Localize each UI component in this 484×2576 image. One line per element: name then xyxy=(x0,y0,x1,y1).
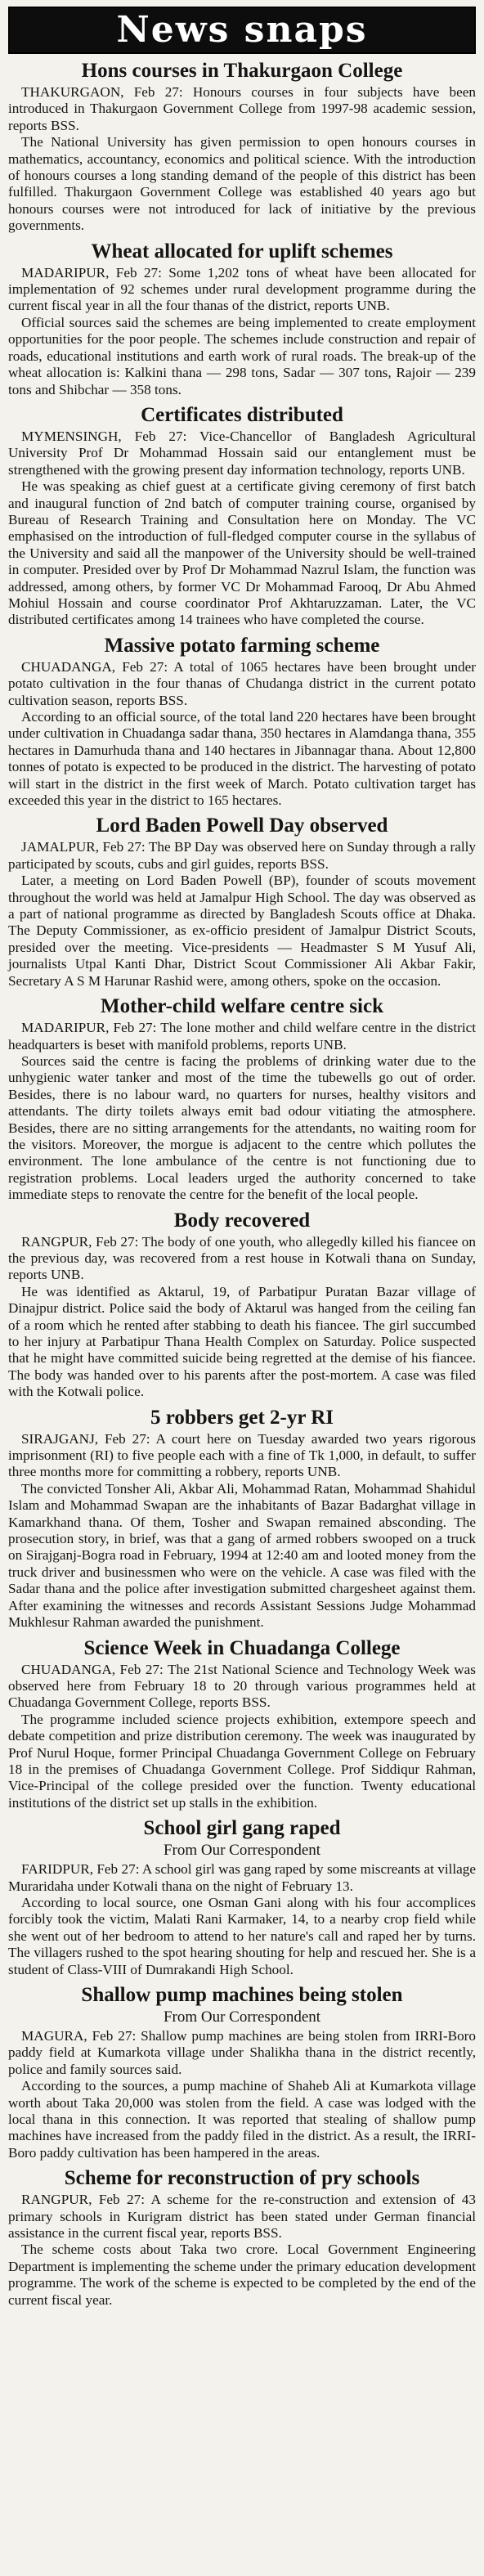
news-article xyxy=(8,403,476,629)
article-body xyxy=(8,265,476,398)
news-article xyxy=(8,59,476,235)
article-paragraph: According to the sources, a pump machine of Shaheb Ali at Kumarkota village worth about Taka 20,000 was stolen from the field. A case was lodged with the local thana in this connection. It was reported that stealing of shallow pump machines have increased from the paddy filed in the district. As a result, the IRRI-Boro paddy cultivation has been hampered in the areas. xyxy=(8,2078,476,2161)
article-paragraph: THAKURGAON, Feb 27: Honours courses in four subjects have been introduced in Thakurgaon Government College from 1997-98 academic session, reports BSS. xyxy=(8,84,476,133)
article-paragraph: The National University has given permission to open honours courses in mathematics, accountancy, economics and political science. With the introduction of honours courses a long standing demand of the people of this district has been fulfilled. Thakurgaon Government College was established 40 years ago but honours courses were not introduced for lack of initiative by the previous governments. xyxy=(8,134,476,234)
article-paragraph: MADARIPUR, Feb 27: Some 1,202 tons of wheat have been allocated for implementation of 92 schemes under rural development programme during the current fiscal year in all the four thanas of the district, reports UNB. xyxy=(8,264,476,314)
article-body xyxy=(8,1861,476,1978)
article-headline: Science Week in Chuadanga College xyxy=(83,1636,401,1659)
article-paragraph: Official sources said the schemes are being implemented to create employment opportunities for the poor people. The schemes include construction and repair of roads, educational institutions and earth work of rural roads. The break-up of the wheat allocation is: Kalkini thana — 298 tons, Sadar — 307 tons, Rajoir — 239 tons and Shibchar — 358 tons. xyxy=(8,314,476,397)
article-paragraph: He was speaking as chief guest at a certificate giving ceremony of first batch and inaugural function of 2nd batch of computer training course, organised by Bureau of Research Training and Consultation here on Monday. The VC emphasised on the introduction of full-fledged computer course in the syllabus of the University and said all the manpower of the University should be well-trained in computer. Presided over by Prof Dr Mohammad Nazrul Islam, the function was addressed, among others, by former VC Dr Mohammad Farooq, Dr Abu Ahmed Mohiul Hossain and course coordinator Prof Akhtaruzzaman. Later, the VC distributed certificates among 14 trainees who have completed the course. xyxy=(8,478,476,628)
article-headline: School girl gang raped xyxy=(143,1817,341,1840)
news-article xyxy=(8,634,476,810)
news-article xyxy=(8,1636,476,1812)
article-body xyxy=(8,84,476,235)
article-body xyxy=(8,659,476,810)
article-paragraph: According to local source, one Osman Gani along with his four accomplices forcibly took the victim, Malati Rani Karmaker, 14, to a nearby crop field while she went out of her bedroom to attend to her nature's call and raped her by turns. The villagers rushed to the spot hearing shouting for help and rescued her. She is a student of Class-VIII of Dumrakandi High School. xyxy=(8,1894,476,1977)
article-headline: 5 robbers get 2-yr RI xyxy=(150,1406,334,1429)
news-article xyxy=(8,1983,476,2161)
article-paragraph: MYMENSINGH, Feb 27: Vice-Chancellor of Bangladesh Agricultural University Prof Dr Mohammad Hossain said our entanglement must be strengthened with the growing present day information technology, reports UNB. xyxy=(8,428,476,478)
article-paragraph: MAGURA, Feb 27: Shallow pump machines are being stolen from IRRI-Boro paddy field at Kumarkota village under Shalikha thana in the district recently, police and family sources said. xyxy=(8,2028,476,2077)
article-paragraph: RANGPUR, Feb 27: A scheme for the re-construction and extension of 43 primary schools in Kurigram district has been stated under German financial assistance in the current fiscal year, reports BSS. xyxy=(8,2192,476,2242)
article-paragraph: Later, a meeting on Lord Baden Powell (BP), founder of scouts movement throughout the world was held at Jamalpur High School. The day was observed as a part of national programme as directed by Bangladesh Scouts office at Dhaka. The Deputy Commissioner, as ex-officio president of Jamalpur District Scouts, presided over the meeting. Vice-presidents — Headmaster S M Yusuf Ali, journalists Utpal Kanti Dhar, District Scout Commissioner Ali Akbar Fakir, Secretary A S M Harunar Rashid were, among others, spoke on the occasion. xyxy=(8,873,476,989)
articles-column xyxy=(8,59,476,2309)
news-article xyxy=(8,814,476,990)
article-paragraph: FARIDPUR, Feb 27: A school girl was gang raped by some miscreants at village Muraridaha under Kotwali thana on the night of February 13. xyxy=(8,1861,476,1894)
article-paragraph: The programme included science projects exhibition, extempore speech and debate competition and prize distribution ceremony. The week was inaugurated by Prof Nurul Hoque, former Principal Chuadanga Government College on February 18 in the premises of Chuadanga Government College. Prof Siddiqur Rahman, Vice-Principal of the college presided over the function. Twenty educational institutions of the district set up stalls in the exhibition. xyxy=(8,1711,476,1811)
article-headline: Scheme for reconstruction of pry schools xyxy=(64,2167,420,2190)
article-headline: Wheat allocated for uplift schemes xyxy=(91,240,393,263)
article-paragraph: The convicted Tonsher Ali, Akbar Ali, Mohammad Ratan, Mohammad Shahidul Islam and Mohammad Swapan are the inhabitants of Bazar Badarghat village in Kamarkhand thana. Of them, Tosher and Swapan remained absconding. The prosecution story, in brief, was that a gang of armed robbers swooped on a truck on Sirajganj-Bogra road in February, 1994 at 12:40 am and looted money from the truck driver and businessmen who were on the vehicle. A case was filed with the Sadar thana and the police after investigation submitted chargesheet against them. After examining the witnesses and records Assistant Sessions Judge Mohammad Mukhlesur Rahman awarded the punishment. xyxy=(8,1480,476,1631)
article-paragraph: SIRAJGANJ, Feb 27: A court here on Tuesday awarded two years rigorous imprisonment (RI) to five people each with a fine of Tk 1,000, in default, to suffer three months more for committing a robbery, reports UNB. xyxy=(8,1430,476,1480)
article-paragraph: MADARIPUR, Feb 27: The lone mother and child welfare centre in the district headquarters is beset with manifold problems, reports UNB. xyxy=(8,1020,476,1052)
news-article xyxy=(8,994,476,1203)
article-paragraph: CHUADANGA, Feb 27: A total of 1065 hectares have been brought under potato cultivation in the four thanas of Chudanga district in the current potato cultivation season, reports BSS. xyxy=(8,658,476,708)
news-article xyxy=(8,1209,476,1401)
article-body xyxy=(8,2028,476,2161)
article-body xyxy=(8,1431,476,1631)
article-headline: Lord Baden Powell Day observed xyxy=(96,815,388,837)
article-body xyxy=(8,1662,476,1812)
article-headline: Massive potato farming scheme xyxy=(104,634,380,657)
article-headline: Body recovered xyxy=(173,1209,311,1232)
article-headline: Hons courses in Thakurgaon College xyxy=(81,60,403,82)
masthead xyxy=(8,7,476,54)
article-headline: Mother-child welfare centre sick xyxy=(101,995,383,1018)
news-article xyxy=(8,2166,476,2309)
article-headline: Certificates distributed xyxy=(141,403,343,426)
article-body xyxy=(8,1020,476,1203)
news-article xyxy=(8,1816,476,1978)
article-paragraph: He was identified as Aktarul, 19, of Parbatipur Puratan Bazar village of Dinajpur district. Police said the body of Aktarul was hanged from the ceiling fan of a room which he rented after stabbing to death his fiancee. The girl succumbed to her injury at Parbatipur Thana Health Complex on Saturday. Police suspected that he might have committed suicide being regretted at the demise of his fiancee. The body was handed over to his parents after the post-mortem. A case was filed with the Kotwali police. xyxy=(8,1283,476,1400)
article-paragraph: RANGPUR, Feb 27: The body of one youth, who allegedly killed his fiancee on the previous day, was recovered from a rest house in Kotwali thana on Sunday, reports UNB. xyxy=(8,1233,476,1283)
article-paragraph: According to an official source, of the total land 220 hectares have been brought under cultivation in Chuadanga sadar thana, 350 hectares in Alamdanga thana, 355 hectares in Damurhuda thana and 140 hectares in Jibannagar thana. About 12,800 tonnes of potato is expected to be produced in the district. The harvesting of potato will start in the district in the first week of March. Potato cultivation target has exceeded this year in the district to 165 hectares. xyxy=(8,709,476,809)
article-body xyxy=(8,2192,476,2309)
article-body xyxy=(8,839,476,990)
article-paragraph: CHUADANGA, Feb 27: The 21st National Science and Technology Week was observed here from February 18 to 20 through various programmes held at Chuadanga Government College, reports BSS. xyxy=(8,1661,476,1711)
article-byline: From Our Correspondent xyxy=(163,1842,321,1860)
article-byline: From Our Correspondent xyxy=(163,2008,321,2026)
article-headline: Shallow pump machines being stolen xyxy=(81,1984,403,2006)
news-article xyxy=(8,240,476,398)
news-article xyxy=(8,1406,476,1631)
article-paragraph: Sources said the centre is facing the problems of drinking water due to the unhygienic water tanker and most of the time the tubewells go out of order. Besides, there is no labour ward, no quarters for nurses, healthy visitors and attendants. The dirty toilets always emit bad odour vitiating the atmosphere. Besides, there are no sitting arrangements for the attendants, no waiting room for the visitors. Moreover, the morgue is adjacent to the centre which pollutes the environment. The lone ambulance of the centre is not functioning due to registration problems. Local leaders urged the authority concerned to take immediate steps to renovate the centre for the benefit of the local people. xyxy=(8,1052,476,1203)
article-paragraph: The scheme costs about Taka two crore. Local Government Engineering Department is implementing the scheme under the primary education development programme. The work of the scheme is expected to be completed by the end of the current fiscal year. xyxy=(8,2242,476,2308)
article-body xyxy=(8,429,476,629)
article-body xyxy=(8,1234,476,1401)
masthead-title: News snaps xyxy=(116,9,368,51)
article-paragraph: JAMALPUR, Feb 27: The BP Day was observed here on Sunday through a rally participated by scouts, cubs and girl guides, reports BSS. xyxy=(8,839,476,872)
